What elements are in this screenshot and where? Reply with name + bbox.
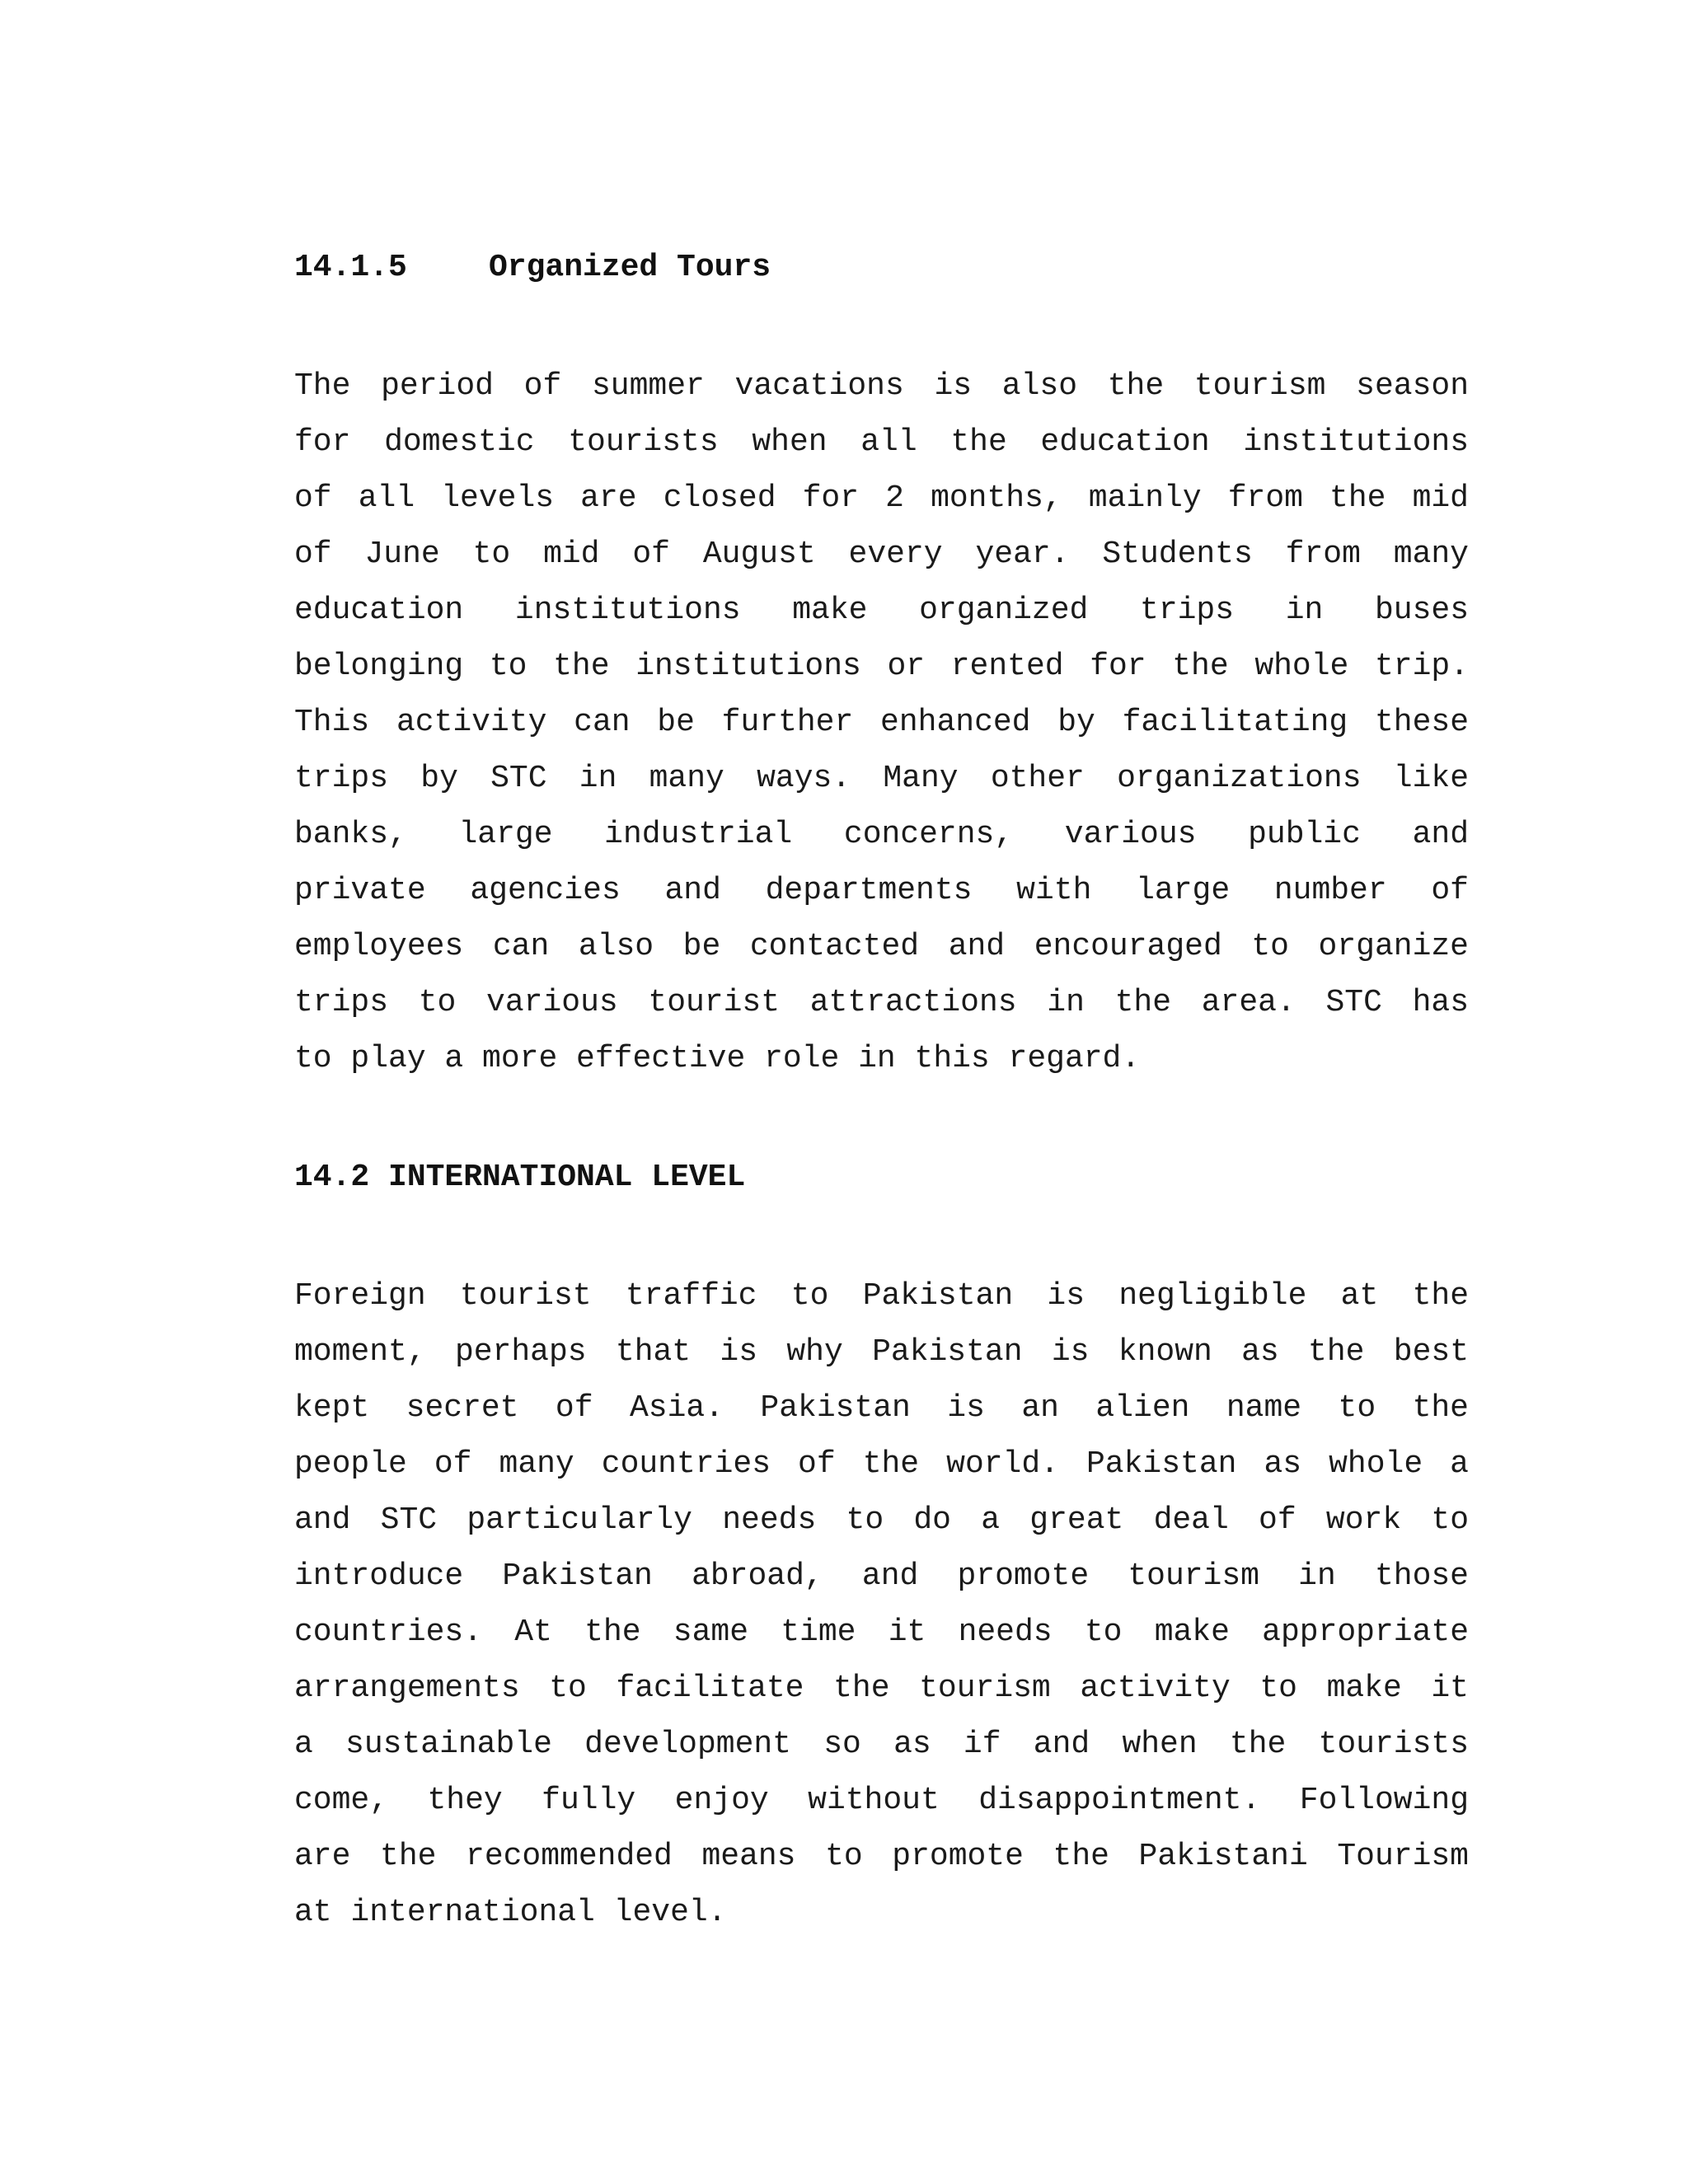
paragraph-line: This activity can be further enhanced by facilitating these xyxy=(294,705,1469,740)
section-number: 14.1.5 xyxy=(294,250,407,285)
section-heading-international-level: 14.2 INTERNATIONAL LEVEL xyxy=(294,1160,746,1195)
paragraph-line: of all levels are closed for 2 months, mainly from the mid xyxy=(294,480,1469,516)
paragraph-line: of June to mid of August every year. Students from many xyxy=(294,537,1469,572)
paragraph-organized-tours xyxy=(294,359,1469,1087)
paragraph-line: kept secret of Asia. Pakistan is an alien name to the xyxy=(294,1390,1469,1426)
paragraph-line: trips by STC in many ways. Many other organizations like xyxy=(294,761,1469,796)
paragraph-line: arrangements to facilitate the tourism activity to make it xyxy=(294,1671,1469,1706)
paragraph-line: come, they fully enjoy without disappointment. Following xyxy=(294,1783,1469,1818)
paragraph-line: at international level. xyxy=(294,1895,727,1930)
paragraph-line: private agencies and departments with large number of xyxy=(294,873,1469,908)
paragraph-line: and STC particularly needs to do a great deal of work to xyxy=(294,1502,1469,1538)
paragraph-line: are the recommended means to promote the Pakistani Tourism xyxy=(294,1839,1469,1874)
paragraph-line: introduce Pakistan abroad, and promote tourism in those xyxy=(294,1558,1469,1594)
section-title: Organized Tours xyxy=(489,250,771,285)
section-heading-organized-tours xyxy=(294,247,1469,288)
paragraph-line: education institutions make organized trips in buses xyxy=(294,593,1469,628)
page-content xyxy=(294,247,1469,1941)
paragraph-line: trips to various tourist attractions in the area. STC has xyxy=(294,985,1469,1020)
paragraph-line: a sustainable development so as if and when the tourists xyxy=(294,1727,1469,1762)
paragraph-line: employees can also be contacted and encouraged to organize xyxy=(294,929,1469,964)
paragraph-line: The period of summer vacations is also the tourism season xyxy=(294,368,1469,404)
paragraph-line: for domestic tourists when all the education institutions xyxy=(294,424,1469,460)
paragraph-line: belonging to the institutions or rented for the whole trip. xyxy=(294,649,1469,684)
paragraph-international-level xyxy=(294,1268,1469,1941)
paragraph-line: people of many countries of the world. Pakistan as whole a xyxy=(294,1446,1469,1482)
paragraph-line: moment, perhaps that is why Pakistan is known as the best xyxy=(294,1334,1469,1370)
paragraph-line: Foreign tourist traffic to Pakistan is negligible at the xyxy=(294,1278,1469,1314)
paragraph-line: to play a more effective role in this regard. xyxy=(294,1041,1141,1076)
paragraph-line: countries. At the same time it needs to make appropriate xyxy=(294,1615,1469,1650)
paragraph-line: banks, large industrial concerns, various public and xyxy=(294,817,1469,852)
